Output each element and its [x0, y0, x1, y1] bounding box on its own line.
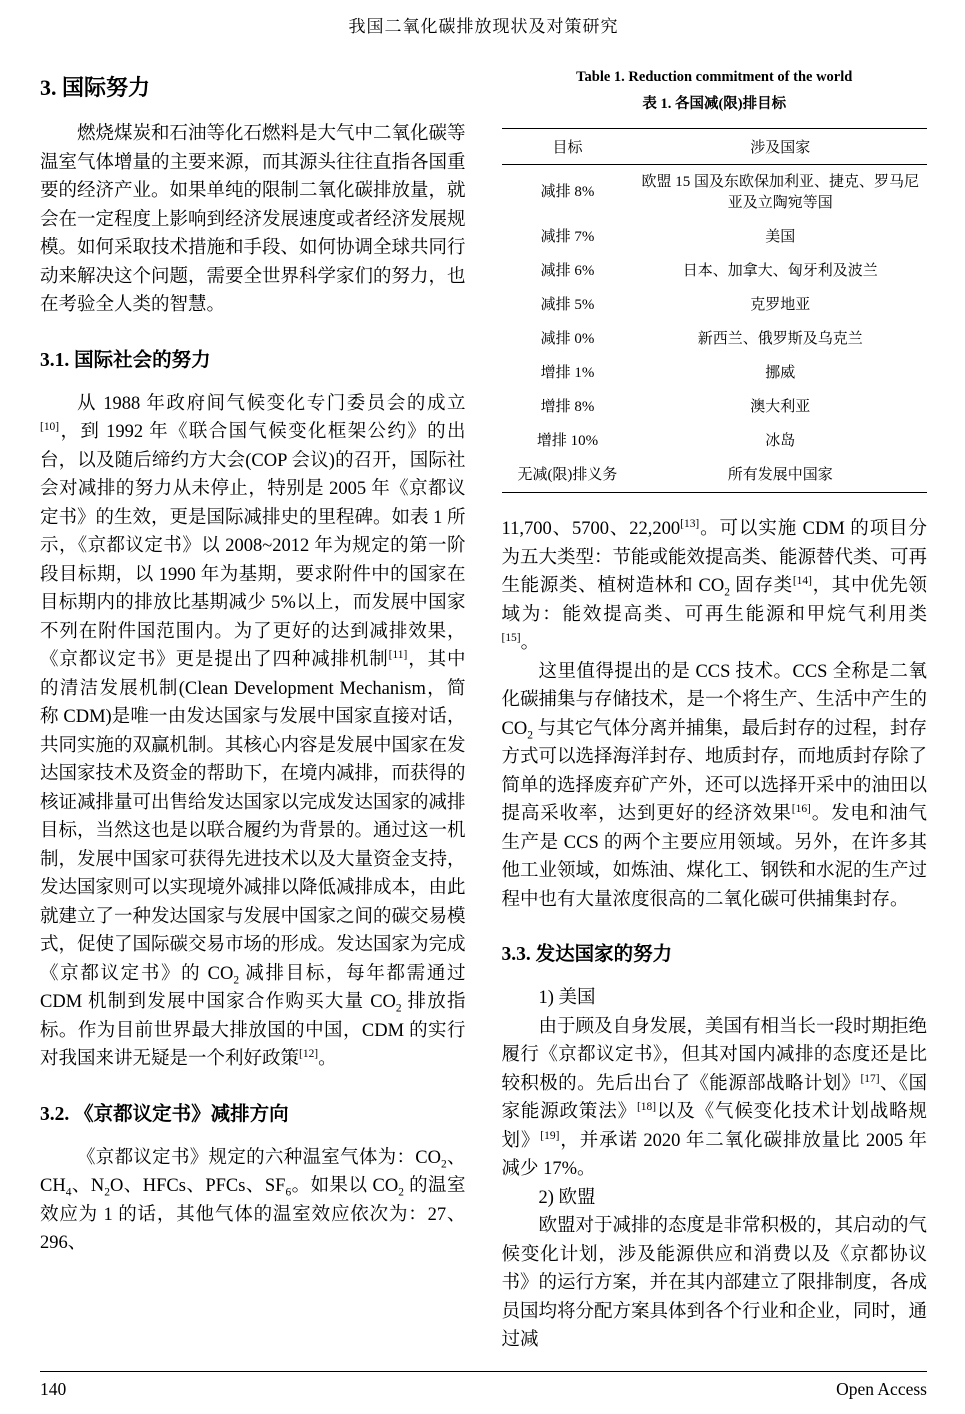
section-heading-3-1: 3.1. 国际社会的努力: [40, 349, 211, 371]
table-cell-countries: 挪威: [765, 364, 796, 381]
table-cell-countries: 美国: [765, 228, 796, 245]
table-header-target: 目标: [502, 129, 634, 165]
section-heading-3-2: 3.2. 《京都议定书》减排方向: [40, 1103, 289, 1125]
table-cell-target: 增排 1%: [540, 364, 595, 381]
paragraph-intl-society: 从 1988 年政府间气候变化专门委员会的成立[10]，到 1992 年《联合国气候变化框架公约》的出台，以及随后缔约方大会(COP 会议)的召开，国际社会对减排的努力从未停止，特别是 2005 年《京都议定书》的生效，更是国际减排史的里程碑。如表 1 所示，《京都议定书》以 2008~2012 年为规定的第一阶段目标期，以 1990 年为基期，要求附件中的国家在目标期内的排放比基期减少 5%以上，而发展中国家不列在附件国范围内。为了更好的达到减排效果，《京都议定书》更是提出了四种减排机制[11]，其中的清洁发展机制(Clean Development Mechanism，简称 CDM)是唯一由发达国家与发展中国家直接对话，共同实施的双赢机制。其核心内容是发展中国家在发达国家技术及资金的帮助下，在境内减排，而获得的核证减排量可出售给发达国家以完成发达国家的减排目标，当然这也是以联合履约为背景的。通过这一机制，发展中国家可获得先进技术以及大量资金支持，发达国家则可以实现境外减排以降低减排成本，由此就建立了一种发达国家与发展中国家之间的碳交易模式，促使了国际碳交易市场的形成。发达国家为完成《京都议定书》的 $CO_2$ 减排目标，每年都需通过 CDM 机制到发展中国家合作购买大量 $CO_2$ 排放指标。作为目前世界最大排放国的中国，CDM 的实行对我国来讲无疑是一个利好政策[12]。: [40, 393, 466, 1069]
table-caption-zh: 表 1. 各国减(限)排目标: [642, 96, 787, 112]
open-access-label: Open Access: [836, 1379, 927, 1399]
table-cell-countries: 澳大利亚: [750, 398, 811, 415]
left-column: [40, 61, 466, 1355]
table-header-countries: 涉及国家: [633, 129, 927, 165]
two-column-layout: [40, 61, 927, 1355]
table-row: [502, 288, 928, 322]
table-cell-target: 减排 8%: [540, 184, 595, 200]
table-cell-target: 减排 7%: [540, 228, 595, 245]
page-footer: [40, 1371, 927, 1400]
section-heading-3: 3. 国际努力: [40, 75, 151, 100]
paragraph-ccs: 这里值得提出的是 CCS 技术。CCS 全称是二氧化碳捕集与存储技术，是一个将生产、生活中产生的 $CO_2$ 与其它气体分离并捕集，最后封存的过程，封存方式可以选择海洋封存、地质封存，而地质封存除了简单的选择废弃矿产外，还可以选择开采中的油田以提高采收率，达到更好的经济效果[16]。发电和油气生产是 CCS 的两个主要应用领域。另外，在许多其他工业领域，如炼油、煤化工、钢铁和水泥的生产过程中也有大量浓度很高的二氧化碳可供捕集封存。: [501, 661, 928, 910]
table-cell-target: 增排 10%: [536, 432, 599, 449]
table-row: [502, 165, 928, 221]
table-row: [502, 424, 928, 458]
table-row: [502, 390, 928, 424]
section-heading-3-3: 3.3. 发达国家的努力: [501, 944, 673, 965]
table-cell-target: 减排 5%: [540, 296, 595, 313]
table-cell-target: 减排 0%: [540, 330, 595, 347]
paragraph-us: 由于顾及自身发展，美国有相当长一段时期拒绝履行《京都议定书》，但其对国内减排的态度还是比较积极的。先后出台了《能源部战略计划》[17]、《国家能源政策法》[18]以及《气候变化技术计划战略规划》[19]，并承诺 2020 年二氧化碳排放量比 2005 年减少 17%。: [501, 1016, 928, 1179]
table-cell-target: 减排 6%: [540, 262, 595, 279]
right-column: [502, 61, 928, 1355]
reduction-commitment-table: [502, 128, 928, 493]
table-cell-target: 增排 8%: [540, 398, 595, 415]
table-row: [502, 458, 928, 493]
table-header-row: [502, 129, 928, 165]
paragraph-kyoto-gases: 《京都议定书》规定的六种温室气体为：$CO_2$、$CH_4$、$N_2O$、HFCs、PFCs、$SF_6$。如果以 $CO_2$ 的温室效应为 1 的话，其他气体的温室效应依次为：27、296、: [40, 1147, 466, 1253]
table-cell-countries: 日本、加拿大、匈牙利及波兰: [682, 262, 878, 279]
table-row: [502, 322, 928, 356]
table-cell-countries: 所有发展中国家: [727, 466, 833, 483]
table-caption-en: Table 1. Reduction commitment of the world: [576, 69, 853, 85]
table-cell-countries: 欧盟 15 国及东欧保加利亚、捷克、罗马尼亚及立陶宛等国: [641, 173, 919, 211]
paragraph-cdm-continuation: 11,700、5700、22,200[13]。可以实施 CDM 的项目分为五大类型：节能或能效提高类、能源替代类、可再生能源类、植树造林和 $CO_2$ 固存类[14]，其中优先领域为：能效提高类、可再生能源和甲烷气利用类[15]。: [501, 517, 928, 653]
table-row: [502, 356, 928, 390]
running-head: 我国二氧化碳排放现状及对策研究: [348, 17, 619, 36]
list-item-us-label: 1) 美国: [538, 988, 596, 1008]
list-item-eu-label: 2) 欧盟: [538, 1187, 596, 1208]
table-row: [502, 254, 928, 288]
page-number: 140: [40, 1379, 67, 1399]
table-cell-countries: 冰岛: [765, 432, 796, 449]
table-cell-countries: 新西兰、俄罗斯及乌克兰: [697, 330, 863, 347]
paragraph-intl-effort: 燃烧煤炭和石油等化石燃料是大气中二氧化碳等温室气体增量的主要来源，而其源头往往直指各国重要的经济产业。如果单纯的限制二氧化碳排放量，就会在一定程度上影响到经济发展速度或者经济发展规模。如何采取技术措施和手段、如何协调全球共同行动来解决这个问题，需要全世界科学家们的努力，也在考验全人类的智慧。: [40, 124, 466, 315]
table-row: [502, 220, 928, 254]
table-cell-target: 无减(限)排义务: [517, 466, 618, 483]
table-cell-countries: 克罗地亚: [750, 296, 811, 313]
paragraph-eu: 欧盟对于减排的态度是非常积极的，其启动的气候变化计划，涉及能源供应和消费以及《京都协议书》的运行方案，并在其内部建立了限排制度，各成员国均将分配方案具体到各个行业和企业，同时，通过减: [501, 1216, 928, 1350]
